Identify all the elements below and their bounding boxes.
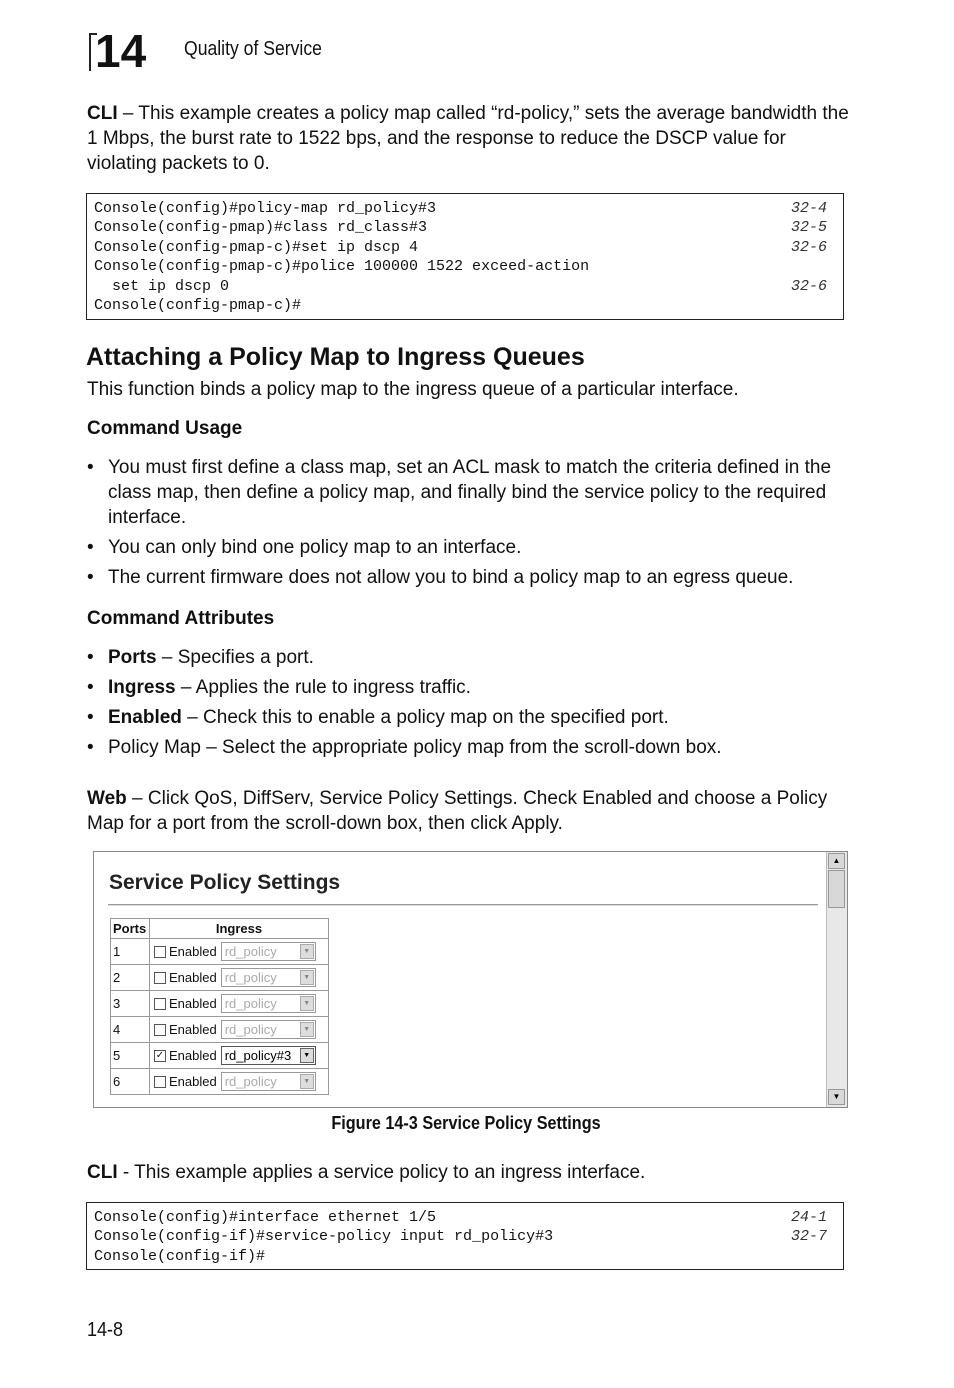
code-line bbox=[87, 218, 843, 237]
port-number: 1 bbox=[111, 939, 150, 965]
enabled-checkbox[interactable] bbox=[154, 998, 166, 1010]
table-row bbox=[111, 1043, 329, 1069]
enabled-label: Enabled bbox=[169, 944, 217, 959]
ingress-cell bbox=[150, 991, 329, 1017]
command-usage-heading: Command Usage bbox=[87, 418, 243, 439]
policy-map-select[interactable] bbox=[221, 942, 316, 961]
cli-intro-paragraph bbox=[87, 101, 857, 176]
list-item: • Policy Map – Select the appropriate policy map from the scroll-down box. bbox=[87, 737, 722, 758]
policy-map-select[interactable] bbox=[221, 968, 316, 987]
enabled-label: Enabled bbox=[169, 970, 217, 985]
policy-map-value: rd_policy bbox=[224, 996, 277, 1011]
figure-scrollbar[interactable] bbox=[826, 852, 847, 1107]
code-reference: 32-5 bbox=[790, 219, 827, 237]
section-title: Attaching a Policy Map to Ingress Queues bbox=[86, 343, 585, 371]
service-policy-figure bbox=[93, 851, 848, 1108]
ingress-cell bbox=[150, 1043, 329, 1069]
code-reference: 32-6 bbox=[790, 238, 827, 256]
scroll-up-icon[interactable]: ▲ bbox=[828, 853, 845, 869]
policy-map-select[interactable] bbox=[221, 1072, 316, 1091]
figure-divider bbox=[108, 904, 818, 906]
web-text: – Click QoS, DiffServ, Service Policy Settings. Check Enabled and choose a Policy Map for a port from the scroll-down box, then click Apply. bbox=[87, 788, 828, 834]
policy-map-select[interactable] bbox=[221, 994, 316, 1013]
ingress-cell bbox=[150, 1017, 329, 1043]
web-paragraph bbox=[87, 786, 857, 836]
chapter-marker bbox=[89, 25, 167, 77]
port-number: 4 bbox=[111, 1017, 150, 1043]
ingress-cell bbox=[150, 1069, 329, 1095]
ports-column-header: Ports bbox=[111, 919, 150, 939]
code-command: Console(config-pmap-c)#set ip dscp 4 bbox=[94, 238, 419, 256]
code-command: Console(config-if)# bbox=[94, 1247, 266, 1265]
code-line bbox=[87, 257, 843, 276]
cli-intro-text: – This example creates a policy map called “rd-policy,” sets the average bandwidth the 1 Mbps, the burst rate to 1522 bps, and the response to reduce the DSCP value for violating packets to 0. bbox=[87, 103, 849, 174]
code-command: Console(config-pmap-c)# bbox=[94, 296, 302, 314]
list-item: • Enabled – Check this to enable a policy map on the specified port. bbox=[87, 707, 669, 728]
section-intro: This function binds a policy map to the ingress queue of a particular interface. bbox=[87, 379, 739, 400]
enabled-checkbox[interactable] bbox=[154, 972, 166, 984]
code-reference: 32-6 bbox=[790, 277, 827, 295]
service-policy-table bbox=[110, 918, 329, 1095]
list-item: • You must first define a class map, set an ACL mask to match the criteria defined in the class map, then define a policy map, and finally bind the service policy to the required interface. bbox=[87, 457, 832, 528]
command-usage-list bbox=[87, 455, 857, 590]
code-command: Console(config)#policy-map rd_policy#3 bbox=[94, 200, 437, 217]
code-line bbox=[87, 277, 843, 296]
table-row bbox=[111, 1017, 329, 1043]
code-line bbox=[87, 199, 843, 218]
port-number: 6 bbox=[111, 1069, 150, 1095]
page-number: 14-8 bbox=[87, 1319, 124, 1341]
scroll-thumb[interactable] bbox=[828, 870, 845, 908]
scroll-down-icon[interactable]: ▼ bbox=[828, 1089, 845, 1105]
code-reference: 32-7 bbox=[790, 1228, 827, 1246]
list-item: • You can only bind one policy map to an interface. bbox=[87, 537, 522, 558]
enabled-checkbox[interactable] bbox=[154, 1024, 166, 1036]
code-command: Console(config)#interface ethernet 1/5 bbox=[94, 1209, 437, 1226]
enabled-label: Enabled bbox=[169, 1048, 217, 1063]
code-line bbox=[87, 1208, 843, 1227]
command-attributes-list bbox=[87, 645, 857, 760]
enabled-checkbox[interactable] bbox=[154, 946, 166, 958]
code-block-service-policy bbox=[86, 1202, 844, 1270]
cli-label: CLI bbox=[87, 1162, 118, 1183]
policy-map-select[interactable] bbox=[221, 1046, 316, 1065]
enabled-label: Enabled bbox=[169, 1022, 217, 1037]
port-number: 3 bbox=[111, 991, 150, 1017]
chevron-down-icon[interactable]: ▼ bbox=[300, 1022, 314, 1037]
policy-map-value: rd_policy bbox=[224, 1022, 277, 1037]
chevron-down-icon[interactable]: ▼ bbox=[300, 1074, 314, 1089]
code-command: Console(config-if)#service-policy input rd_policy#3 bbox=[94, 1228, 554, 1246]
port-number: 2 bbox=[111, 965, 150, 991]
policy-map-value: rd_policy bbox=[224, 944, 277, 959]
enabled-label: Enabled bbox=[169, 996, 217, 1011]
ingress-column-header: Ingress bbox=[150, 919, 329, 939]
policy-map-select[interactable] bbox=[221, 1020, 316, 1039]
code-reference: 32-4 bbox=[790, 200, 827, 217]
code-line bbox=[87, 238, 843, 257]
enabled-checkbox[interactable] bbox=[154, 1076, 166, 1088]
chevron-down-icon[interactable]: ▼ bbox=[300, 1048, 314, 1063]
web-label: Web bbox=[87, 788, 127, 809]
chevron-down-icon[interactable]: ▼ bbox=[300, 970, 314, 985]
command-attributes-heading: Command Attributes bbox=[87, 608, 275, 629]
code-line bbox=[87, 1247, 843, 1266]
list-item: • Ingress – Applies the rule to ingress traffic. bbox=[87, 677, 471, 698]
figure-page-title: Service Policy Settings bbox=[109, 871, 341, 894]
figure-caption: Figure 14-3 Service Policy Settings bbox=[331, 1113, 601, 1133]
cli-label: CLI bbox=[87, 103, 118, 124]
code-command: Console(config-pmap)#class rd_class#3 bbox=[94, 219, 428, 237]
enabled-label: Enabled bbox=[169, 1074, 217, 1089]
chapter-number: 14 bbox=[95, 25, 147, 77]
chevron-down-icon[interactable]: ▼ bbox=[300, 944, 314, 959]
cli-apply-text: - This example applies a service policy to an ingress interface. bbox=[117, 1162, 646, 1183]
enabled-checkbox[interactable]: ✓ bbox=[155, 1049, 165, 1061]
code-command: set ip dscp 0 bbox=[94, 277, 230, 295]
chevron-down-icon[interactable]: ▼ bbox=[300, 996, 314, 1011]
code-command: Console(config-pmap-c)#police 100000 1522 exceed-action bbox=[94, 258, 590, 276]
list-item: • Ports – Specifies a port. bbox=[87, 647, 314, 668]
code-line bbox=[87, 1227, 843, 1246]
policy-map-value: rd_policy bbox=[224, 970, 277, 985]
table-row bbox=[111, 1069, 329, 1095]
table-row bbox=[111, 965, 329, 991]
table-row bbox=[111, 991, 329, 1017]
code-reference: 24-1 bbox=[790, 1209, 827, 1226]
ingress-cell bbox=[150, 939, 329, 965]
ingress-cell bbox=[150, 965, 329, 991]
cli-apply-paragraph bbox=[87, 1160, 857, 1185]
port-number: 5 bbox=[111, 1043, 150, 1069]
table-row bbox=[111, 939, 329, 965]
policy-map-value: rd_policy#3 bbox=[224, 1048, 292, 1063]
list-item: • The current firmware does not allow you to bind a policy map to an egress queue. bbox=[87, 567, 794, 588]
code-line bbox=[87, 296, 843, 315]
policy-map-value: rd_policy bbox=[224, 1074, 277, 1089]
code-block-policy-map bbox=[86, 193, 844, 320]
chapter-title: Quality of Service bbox=[184, 38, 322, 60]
